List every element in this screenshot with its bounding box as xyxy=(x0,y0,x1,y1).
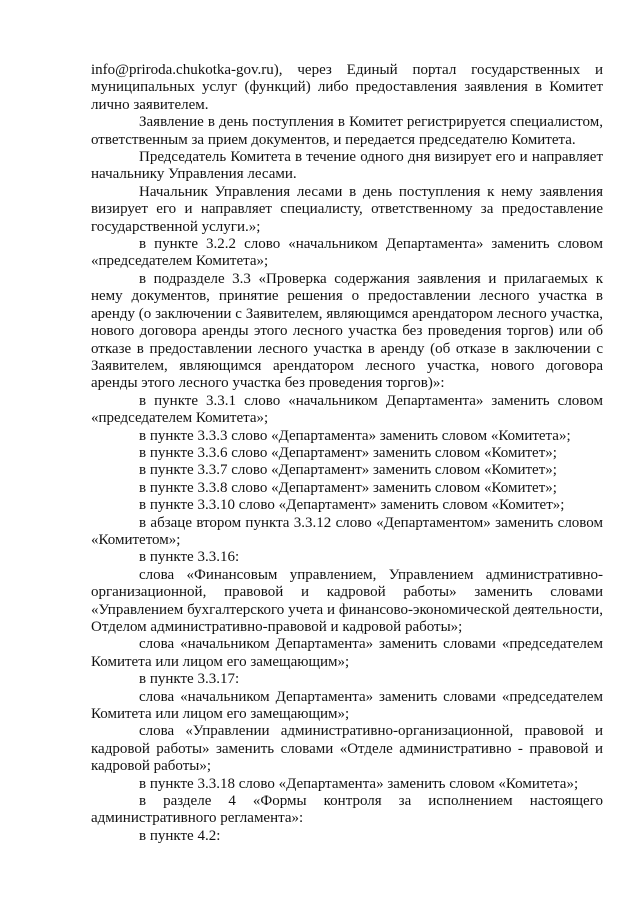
paragraph: в пункте 3.3.1 слово «начальником Департамента» заменить словом «председателем Комитета»; xyxy=(91,392,603,427)
paragraph: в пункте 3.2.2 слово «начальником Департамента» заменить словом «председателем Комитета»; xyxy=(91,236,603,270)
paragraph: Председатель Комитета в течение одного дня визирует его и направляет начальнику Управления лесами. xyxy=(91,149,603,183)
paragraph: info@priroda.chukotka-gov.ru), через Единый портал государственных и муниципальных услуг (функций) либо предоставления заявления в Комитет лично заявителем. xyxy=(91,62,603,113)
paragraph: слова «Управлении административно-организационной, правовой и кадровой работы» заменить словами «Отделе административно - правовой и кадровой работы»; xyxy=(91,723,603,775)
paragraph: в пункте 3.3.17: xyxy=(139,671,240,688)
paragraph: в пункте 3.3.18 слово «Департамента» заменить словом «Комитета»; xyxy=(139,775,579,792)
paragraph: в абзаце втором пункта 3.3.12 слово «Департаментом» заменить словом «Комитетом»; xyxy=(91,514,603,548)
paragraph: в пункте 3.3.6 слово «Департамент» заменить словом «Комитет»; xyxy=(139,444,557,461)
paragraph: Заявление в день поступления в Комитет регистрируется специалистом, ответственным за прием документов, и передается председателю Комитета. xyxy=(91,114,603,148)
paragraph: в разделе 4 «Формы контроля за исполнением настоящего административного регламента»: xyxy=(91,793,603,827)
paragraph: Начальник Управления лесами в день поступления к нему заявления визирует его и направляет специалисту, ответственному за предоставление государственной услуги.»; xyxy=(91,183,603,235)
paragraph: слова «Финансовым управлением, Управлением административно-организационной, правовой и кадровой работы» заменить словами «Управлением бухгалтерского учета и финансово-экономической деятельности, Отделом административно-правовой и кадровой работы»; xyxy=(91,566,603,635)
paragraph: в пункте 3.3.10 слово «Департамент» заменить словом «Комитет»; xyxy=(139,497,565,514)
paragraph: в пункте 3.3.8 слово «Департамент» заменить словом «Комитет»; xyxy=(139,479,557,496)
paragraph: в пункте 3.3.16: xyxy=(139,549,240,566)
paragraph: в пункте 4.2: xyxy=(139,827,221,844)
paragraph: в пункте 3.3.3 слово «Департамента» заменить словом «Комитета»; xyxy=(139,427,571,444)
paragraph: в пункте 3.3.7 слово «Департамент» заменить словом «Комитет»; xyxy=(139,462,557,479)
paragraph: слова «начальником Департамента» заменить словами «председателем Комитета или лицом его замещающим»; xyxy=(91,688,603,723)
paragraph: в подразделе 3.3 «Проверка содержания заявления и прилагаемых к нему документов, принятие решения о предоставлении лесного участка в аренду (о заключении с Заявителем, являющимся арендатором лесного участка, нового договора аренды этого лесного участка без проведения торгов) или об отказе в предоставлении лесного участка в аренду (об отказе в заключении с Заявителем, являющимся арендатором лесного участка, нового договора аренды этого лесного участка без проведения торгов)»: xyxy=(91,270,603,392)
document-page xyxy=(91,62,603,845)
paragraph: слова «начальником Департамента» заменить словами «председателем Комитета или лицом его замещающим»; xyxy=(91,636,603,670)
